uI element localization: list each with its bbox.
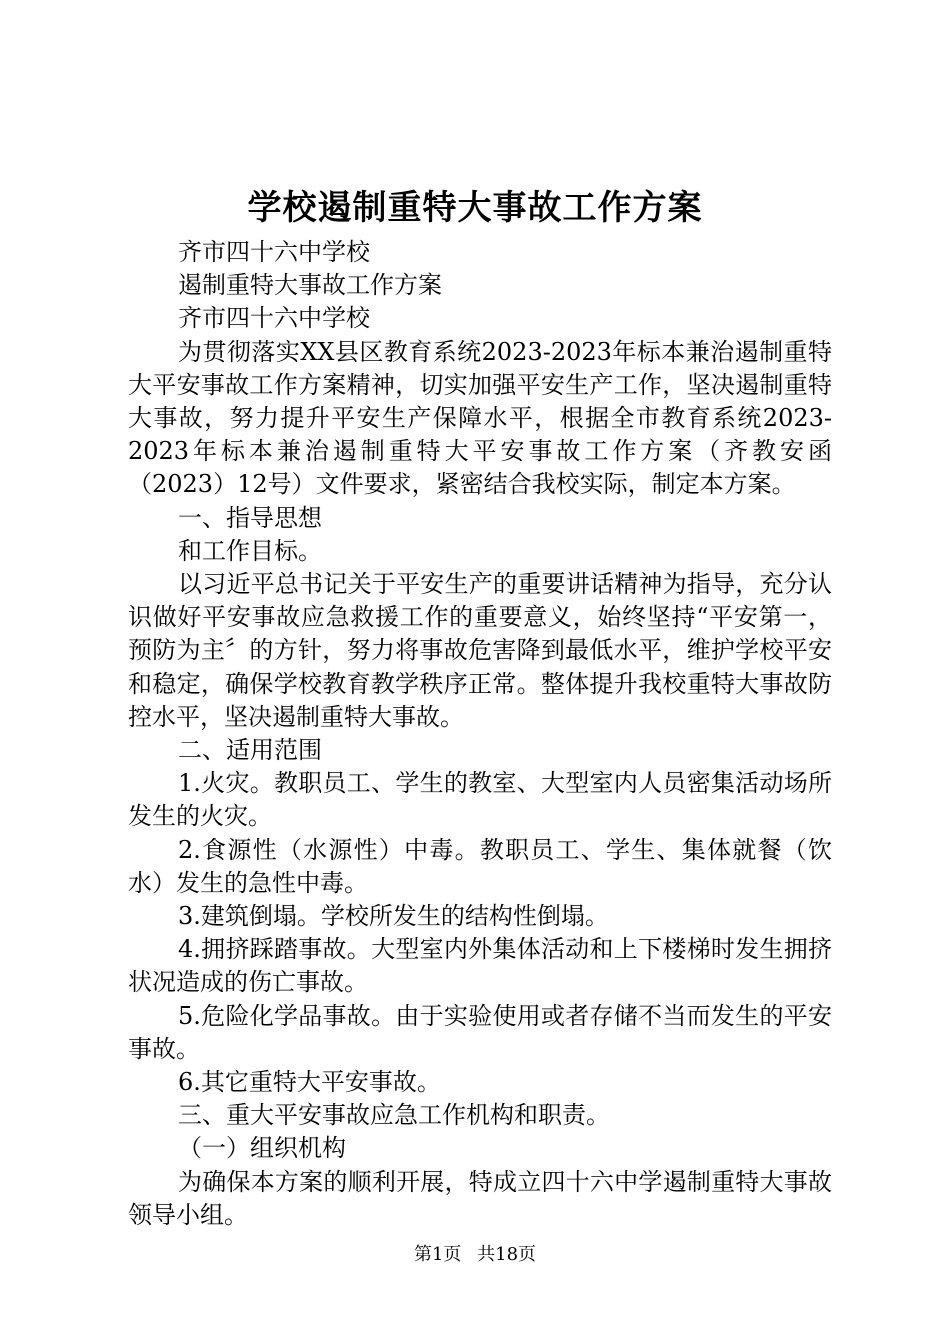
section-heading-organization: 三、重大平安事故应急工作机构和职责。 xyxy=(178,1101,610,1130)
guiding-thought-paragraph: 以习近平总书记关于平安生产的重要讲话精神为指导，充分认识做好平安事故应急救援工作的重要意义，始终坚持“平安第一，预防为主〞的方针，努力将事故危害降到最低水平，维护学校平安和稳定，确保学校教育教学秩序正常。整体提升我校重特大事故防控水平，坚决遏制重特大事故。 xyxy=(128,570,832,731)
document-title: 学校遏制重特大事故工作方案 xyxy=(247,188,703,228)
page-number: 第1页 xyxy=(413,1244,462,1265)
section-heading-guiding-thought: 一、指导思想 xyxy=(178,503,322,532)
page-total: 共18页 xyxy=(477,1244,537,1265)
intro-paragraph: 为贯彻落实XX县区教育系统2023-2023年标本兼治遏制重特大平安事故工作方案精神，切实加强平安生产工作，坚决遏制重特大事故，努力提升平安生产保障水平，根据全市教育系统2023-2023年标本兼治遏制重特大平安事故工作方案（齐教安函（2023）12号）文件要求，紧密结合我校实际，制定本方案。 xyxy=(128,337,832,499)
section-heading-continuation: 和工作目标。 xyxy=(178,536,322,565)
document-body xyxy=(128,236,832,1232)
scope-item-poisoning: 2.食源性（水源性）中毒。教职员工、学生、集体就餐（饮水）发生的急性中毒。 xyxy=(128,835,832,897)
organization-paragraph: 为确保本方案的顺利开展，特成立四十六中学遏制重特大事故领导小组。 xyxy=(128,1167,832,1229)
scope-item-other: 6.其它重特大平安事故。 xyxy=(178,1068,441,1097)
page-footer xyxy=(0,1243,950,1267)
scope-item-collapse: 3.建筑倒塌。学校所发生的结构性倒塌。 xyxy=(178,902,609,931)
section-heading-scope: 二、适用范围 xyxy=(178,736,322,765)
school-name-line: 齐市四十六中学校 xyxy=(178,238,370,266)
plan-subtitle-line: 遏制重特大事故工作方案 xyxy=(178,271,442,300)
subsection-heading-structure: （一）组织机构 xyxy=(178,1134,346,1163)
scope-item-chemicals: 5.危险化学品事故。由于实验使用或者存储不当而发生的平安事故。 xyxy=(128,1001,832,1063)
scope-item-stampede: 4.拥挤踩踏事故。大型室内外集体活动和上下楼梯时发生拥挤状况造成的伤亡事故。 xyxy=(128,935,832,997)
scope-item-fire: 1.火灾。教职员工、学生的教室、大型室内人员密集活动场所发生的火灾。 xyxy=(128,769,832,831)
school-name-line-repeat: 齐市四十六中学校 xyxy=(178,304,370,333)
